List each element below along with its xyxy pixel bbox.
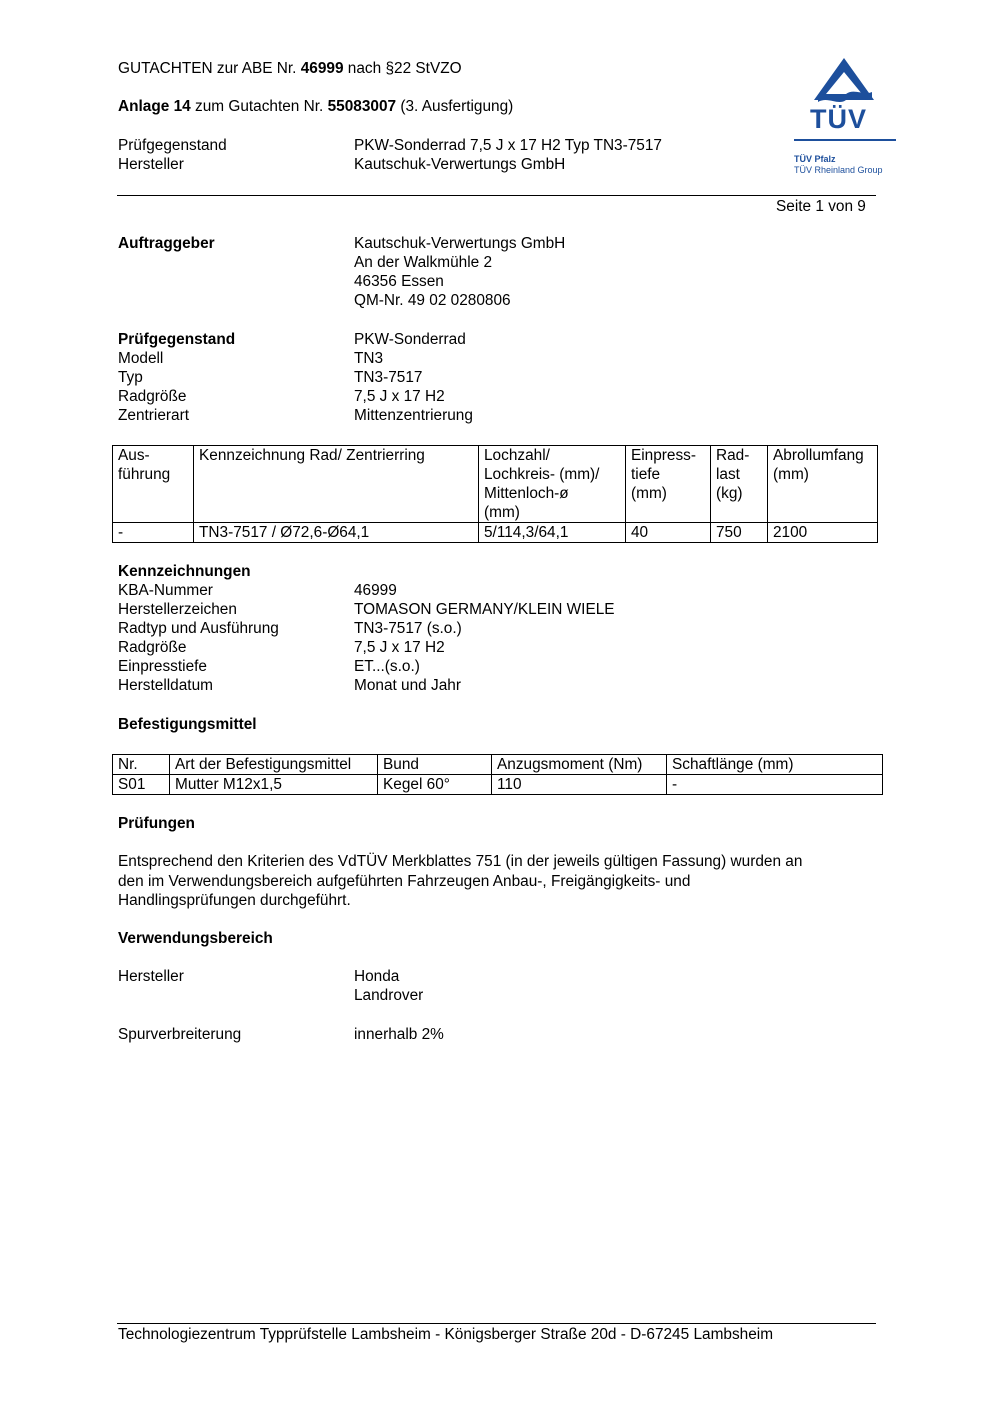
table-cell: Kegel 60°	[378, 775, 492, 795]
table-cell: 40	[626, 523, 711, 543]
paragraph-line: den im Verwendungsbereich aufgeführten Fahrzeugen Anbau-, Freigängigkeits- und	[118, 872, 691, 890]
annex-mid: zum Gutachten Nr.	[190, 98, 328, 115]
table-header-row	[113, 446, 878, 523]
model-value: TN3	[354, 350, 384, 367]
markings-label: Einpresstiefe	[118, 658, 207, 675]
header-divider	[117, 195, 876, 196]
header-line: Rad-	[716, 447, 750, 464]
client-address-line: An der Walkmühle 2	[354, 254, 493, 271]
footer-address: Technologiezentrum Typprüfstelle Lambsheim - Königsberger Straße 20d - D-67245 Lambsheim	[118, 1326, 774, 1343]
scope-manufacturer-label: Hersteller	[118, 968, 184, 985]
header-line: Aus-	[118, 447, 150, 464]
header-line: Abrollumfang	[773, 447, 864, 464]
track-widening-value: innerhalb 2%	[354, 1026, 444, 1043]
table-cell: S01	[113, 775, 170, 795]
tuev-logo	[794, 56, 896, 178]
header-manufacturer-value: Kautschuk-Verwertungs GmbH	[354, 156, 566, 173]
markings-value: TOMASON GERMANY/KLEIN WIELE	[354, 601, 615, 618]
wheel-size-value: 7,5 J x 17 H2	[354, 388, 445, 405]
header-line: (kg)	[716, 485, 743, 502]
abe-number: 46999	[300, 60, 344, 77]
table-header-row	[113, 755, 883, 775]
markings-label: KBA-Nummer	[118, 582, 213, 599]
track-widening-label: Spurverbreiterung	[118, 1026, 242, 1043]
client-address-line: 46356 Essen	[354, 273, 444, 290]
markings-value: 7,5 J x 17 H2	[354, 639, 445, 656]
model-label: Modell	[118, 350, 164, 367]
tests-paragraph	[118, 852, 802, 911]
client-address	[354, 234, 565, 310]
scope-heading: Verwendungsbereich	[118, 930, 273, 947]
paragraph-line: Handlingsprüfungen durchgeführt.	[118, 892, 351, 909]
table-header-cell: Nr.	[113, 755, 170, 775]
table-cell: TN3-7517 / Ø72,6-Ø64,1	[194, 523, 479, 543]
fasteners-table	[112, 754, 883, 795]
fasteners-heading: Befestigungsmittel	[118, 716, 257, 733]
scope-manufacturer-values	[354, 967, 423, 1005]
table-header-cell: Schaftlänge (mm)	[667, 755, 883, 775]
header-line: last	[716, 466, 740, 483]
header-manufacturer-label: Hersteller	[118, 156, 184, 173]
footer-divider	[117, 1323, 876, 1324]
markings-value: ET...(s.o.)	[354, 658, 420, 675]
table-header-cell	[113, 446, 194, 523]
table-header-cell	[479, 446, 626, 523]
subject-label: Prüfgegenstand	[118, 331, 236, 348]
tuev-logo-word: TÜV	[810, 104, 867, 134]
table-cell: 110	[492, 775, 667, 795]
header-subject-value: PKW-Sonderrad 7,5 J x 17 H2 Typ TN3-7517	[354, 137, 662, 154]
title-suffix: nach §22 StVZO	[343, 60, 462, 77]
client-address-line: Kautschuk-Verwertungs GmbH	[354, 235, 566, 252]
wheel-spec-table	[112, 445, 878, 543]
header-line: Kennzeichnung Rad/ Zentrierring	[199, 447, 425, 464]
manufacturer-name: Landrover	[354, 987, 424, 1004]
title-prefix: GUTACHTEN zur ABE Nr.	[118, 60, 301, 77]
centering-value: Mittenzentrierung	[354, 407, 473, 424]
table-header-cell	[194, 446, 479, 523]
header-line: führung	[118, 466, 171, 483]
header-line: Lochzahl/	[484, 447, 550, 464]
client-label: Auftraggeber	[118, 235, 215, 252]
annex-line	[118, 97, 513, 116]
header-line: tiefe	[631, 466, 661, 483]
table-header-cell: Bund	[378, 755, 492, 775]
manufacturer-name: Honda	[354, 968, 400, 985]
tuev-logo-sub1: TÜV Pfalz	[794, 154, 836, 164]
type-value: TN3-7517	[354, 369, 423, 386]
markings-value: Monat und Jahr	[354, 677, 461, 694]
header-line: (mm)	[484, 504, 520, 521]
markings-value: TN3-7517 (s.o.)	[354, 620, 462, 637]
table-cell: -	[113, 523, 194, 543]
table-header-cell	[711, 446, 768, 523]
tests-heading: Prüfungen	[118, 815, 195, 832]
page-number: Seite 1 von 9	[776, 198, 866, 215]
tuev-logo-sub2: TÜV Rheinland Group	[794, 165, 883, 175]
header-line: (mm)	[631, 485, 667, 502]
markings-value: 46999	[354, 582, 397, 599]
markings-label: Radtyp und Ausführung	[118, 620, 279, 637]
type-label: Typ	[118, 369, 143, 386]
markings-label: Herstellerzeichen	[118, 601, 237, 618]
paragraph-line: Entsprechend den Kriterien des VdTÜV Merkblattes 751 (in der jeweils gültigen Fassung) wurden an	[118, 853, 803, 870]
table-cell: -	[667, 775, 883, 795]
centering-label: Zentrierart	[118, 407, 189, 424]
table-header-cell: Anzugsmoment (Nm)	[492, 755, 667, 775]
markings-heading: Kennzeichnungen	[118, 563, 251, 580]
header-line: (mm)	[773, 466, 809, 483]
table-row	[113, 523, 878, 543]
table-cell: 2100	[768, 523, 878, 543]
markings-label: Herstelldatum	[118, 677, 213, 694]
annex-suffix: (3. Ausfertigung)	[396, 98, 514, 115]
header-line: Mittenloch-ø	[484, 485, 569, 502]
table-cell: 750	[711, 523, 768, 543]
report-number: 55083007	[327, 98, 397, 115]
document-title	[118, 59, 462, 78]
table-row	[113, 775, 883, 795]
client-address-line: QM-Nr. 49 02 0280806	[354, 292, 511, 309]
wheel-size-label: Radgröße	[118, 388, 187, 405]
annex-label: Anlage 14	[118, 98, 191, 115]
table-cell: Mutter M12x1,5	[170, 775, 378, 795]
table-header-cell: Art der Befestigungsmittel	[170, 755, 378, 775]
table-header-cell	[626, 446, 711, 523]
subject-value: PKW-Sonderrad	[354, 331, 466, 348]
header-line: Einpress-	[631, 447, 697, 464]
header-subject-label: Prüfgegenstand	[118, 137, 227, 154]
header-line: Lochkreis- (mm)/	[484, 466, 600, 483]
table-cell: 5/114,3/64,1	[479, 523, 626, 543]
markings-label: Radgröße	[118, 639, 187, 656]
table-header-cell	[768, 446, 878, 523]
